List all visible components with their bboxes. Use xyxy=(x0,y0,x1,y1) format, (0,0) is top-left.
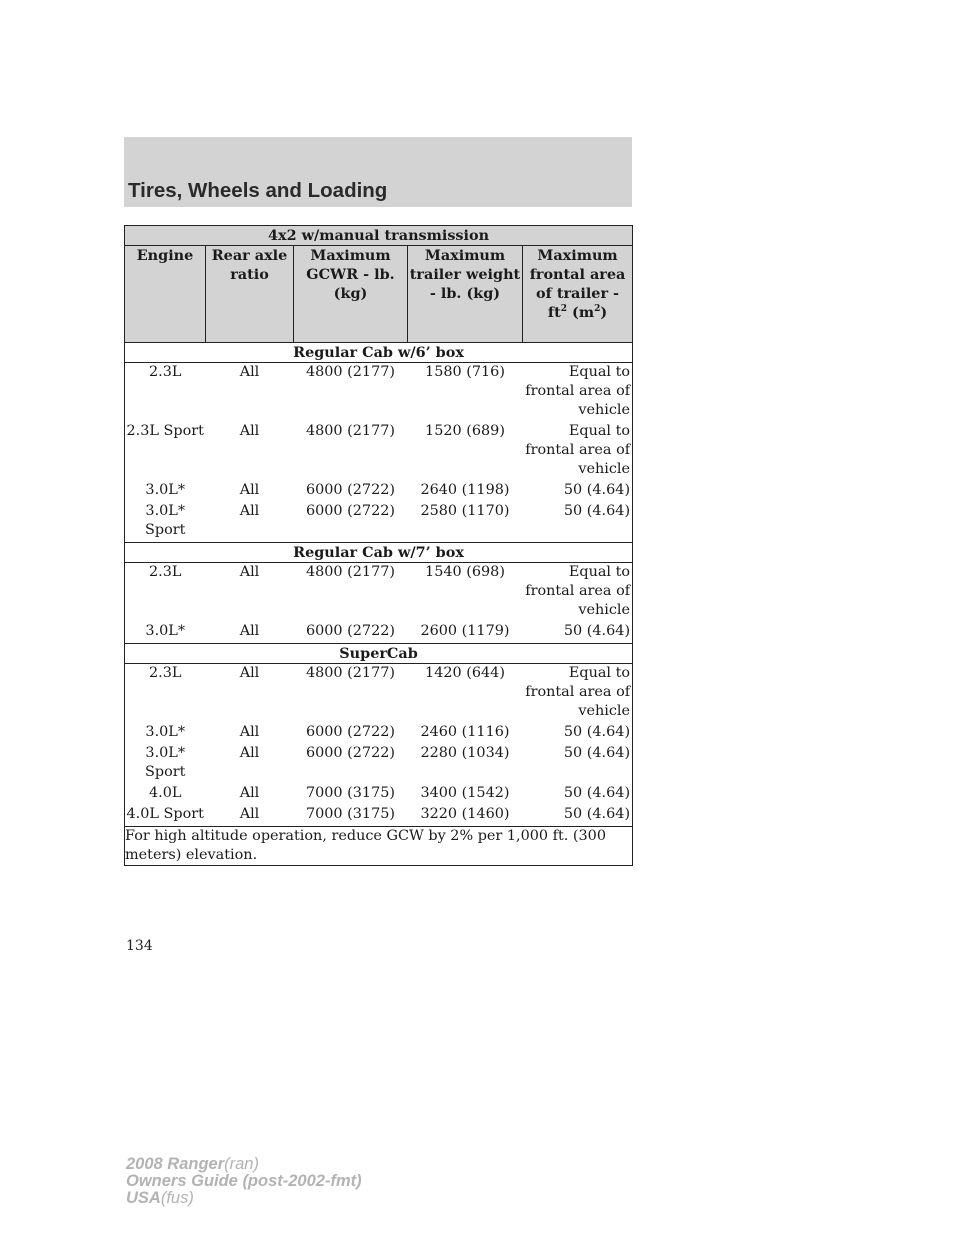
gcwr-cell: 6000 (2722) xyxy=(305,482,396,498)
frontal-unit-base: ft xyxy=(547,304,561,321)
col-header-engine: Engine xyxy=(125,246,206,343)
engine-cell: 2.3L Sport xyxy=(125,422,206,481)
table-row xyxy=(125,805,633,827)
axle-ratio-cell: All xyxy=(239,724,260,740)
trailer-weight-cell: 2280 (1034) xyxy=(420,745,510,761)
trailer-weight-cell: 1520 (689) xyxy=(425,423,505,439)
engine-cell: 3.0L* xyxy=(125,723,206,744)
frontal-area-cell: Equal to frontal area of vehicle xyxy=(523,664,633,724)
page-number: 134 xyxy=(126,938,153,954)
table-row xyxy=(125,363,633,423)
table-row xyxy=(125,664,633,724)
gcwr-cell: 7000 (3175) xyxy=(305,806,396,822)
chapter-title: Tires, Wheels and Loading xyxy=(128,179,388,202)
axle-ratio-cell: All xyxy=(239,745,260,761)
trailer-weight-cell: 2460 (1116) xyxy=(420,724,510,740)
frontal-area-cell: 50 (4.64) xyxy=(523,744,633,784)
footer-model: 2008 Ranger xyxy=(126,1155,225,1173)
engine-cell: 2.3L xyxy=(125,563,206,623)
frontal-area-cell: 50 (4.64) xyxy=(523,502,633,543)
col-header-gcwr: Maximum GCWR - lb. (kg) xyxy=(294,246,408,343)
frontal-unit-metric: m xyxy=(578,304,595,321)
table-row xyxy=(125,502,633,543)
engine-cell: 4.0L xyxy=(125,784,206,805)
col-header-frontal-area: Maximum frontal area of trailer - $ft^2$ $(m^2)$ xyxy=(523,246,633,343)
axle-ratio-cell: All xyxy=(239,806,260,822)
section-title: SuperCab xyxy=(125,644,633,664)
table-row xyxy=(125,563,633,623)
document-footer xyxy=(126,1156,362,1207)
gcwr-cell: 4800 (2177) xyxy=(305,364,396,380)
trailer-weight-cell: 2580 (1170) xyxy=(420,503,510,519)
footer-model-code: (ran) xyxy=(224,1155,259,1173)
trailer-weight-cell: 1420 (644) xyxy=(425,665,505,681)
trailer-weight-cell: 1580 (716) xyxy=(425,364,505,380)
gcwr-cell: 6000 (2722) xyxy=(305,724,396,740)
table-row xyxy=(125,422,633,481)
trailer-weight-cell: 3400 (1542) xyxy=(420,785,510,801)
frontal-unit-exp: 2 xyxy=(560,304,568,315)
engine-cell: 2.3L xyxy=(125,664,206,724)
frontal-area-cell: Equal to frontal area of vehicle xyxy=(523,363,633,423)
frontal-area-cell: 50 (4.64) xyxy=(523,723,633,744)
col-header-axle: Rear axle ratio xyxy=(206,246,294,343)
table-note-row xyxy=(125,827,633,866)
frontal-unit-metric-exp: 2 xyxy=(594,304,601,315)
table-caption: 4x2 w/manual transmission xyxy=(125,226,633,246)
table-row xyxy=(125,622,633,644)
frontal-area-cell: Equal to frontal area of vehicle xyxy=(523,563,633,623)
axle-ratio-cell: All xyxy=(239,482,260,498)
gcwr-cell: 7000 (3175) xyxy=(305,785,396,801)
gcwr-cell: 6000 (2722) xyxy=(305,623,396,639)
gcwr-cell: 4800 (2177) xyxy=(305,423,396,439)
engine-cell: 3.0L* xyxy=(125,622,206,644)
axle-ratio-cell: All xyxy=(239,364,260,380)
frontal-area-cell: 50 (4.64) xyxy=(523,784,633,805)
table-note: For high altitude operation, reduce GCW by 2% per 1,000 ft. (300 meters) elevation. xyxy=(125,827,633,866)
section-title: Regular Cab w/6’ box xyxy=(125,343,633,363)
section-header-row xyxy=(125,343,633,363)
footer-market: USA xyxy=(126,1189,161,1207)
axle-ratio-cell: All xyxy=(239,564,260,580)
chapter-header-band xyxy=(124,137,632,207)
trailer-weight-cell: 2600 (1179) xyxy=(420,623,510,639)
footer-market-code: (fus) xyxy=(160,1189,194,1207)
gcwr-cell: 4800 (2177) xyxy=(305,665,396,681)
col-header-trailer-weight: Maximum trailer weight - lb. (kg) xyxy=(408,246,523,343)
col-header-frontal-label: Maximum frontal area of trailer - xyxy=(529,247,626,302)
engine-cell: 3.0L* Sport xyxy=(125,502,206,543)
frontal-area-cell: 50 (4.64) xyxy=(523,622,633,644)
footer-guide: Owners Guide (post-2002-fmt) xyxy=(126,1172,362,1190)
section-header-row xyxy=(125,543,633,563)
frontal-area-cell: Equal to frontal area of vehicle xyxy=(523,422,633,481)
towing-spec-table xyxy=(124,225,633,866)
gcwr-cell: 6000 (2722) xyxy=(305,745,396,761)
engine-cell: 2.3L xyxy=(125,363,206,423)
trailer-weight-cell: 3220 (1460) xyxy=(420,806,510,822)
gcwr-cell: 4800 (2177) xyxy=(305,564,396,580)
axle-ratio-cell: All xyxy=(239,785,260,801)
axle-ratio-cell: All xyxy=(239,503,260,519)
engine-cell: 3.0L* xyxy=(125,481,206,502)
section-header-row xyxy=(125,644,633,664)
table-row xyxy=(125,784,633,805)
engine-cell: 4.0L Sport xyxy=(125,805,206,827)
gcwr-cell: 6000 (2722) xyxy=(305,503,396,519)
table-row xyxy=(125,744,633,784)
table-row xyxy=(125,723,633,744)
table-row xyxy=(125,481,633,502)
trailer-weight-cell: 1540 (698) xyxy=(425,564,505,580)
section-title: Regular Cab w/7’ box xyxy=(125,543,633,563)
engine-cell: 3.0L* Sport xyxy=(125,744,206,784)
axle-ratio-cell: All xyxy=(239,623,260,639)
trailer-weight-cell: 2640 (1198) xyxy=(420,482,510,498)
frontal-area-cell: 50 (4.64) xyxy=(523,481,633,502)
axle-ratio-cell: All xyxy=(239,423,260,439)
frontal-area-cell: 50 (4.64) xyxy=(523,805,633,827)
axle-ratio-cell: All xyxy=(239,665,260,681)
